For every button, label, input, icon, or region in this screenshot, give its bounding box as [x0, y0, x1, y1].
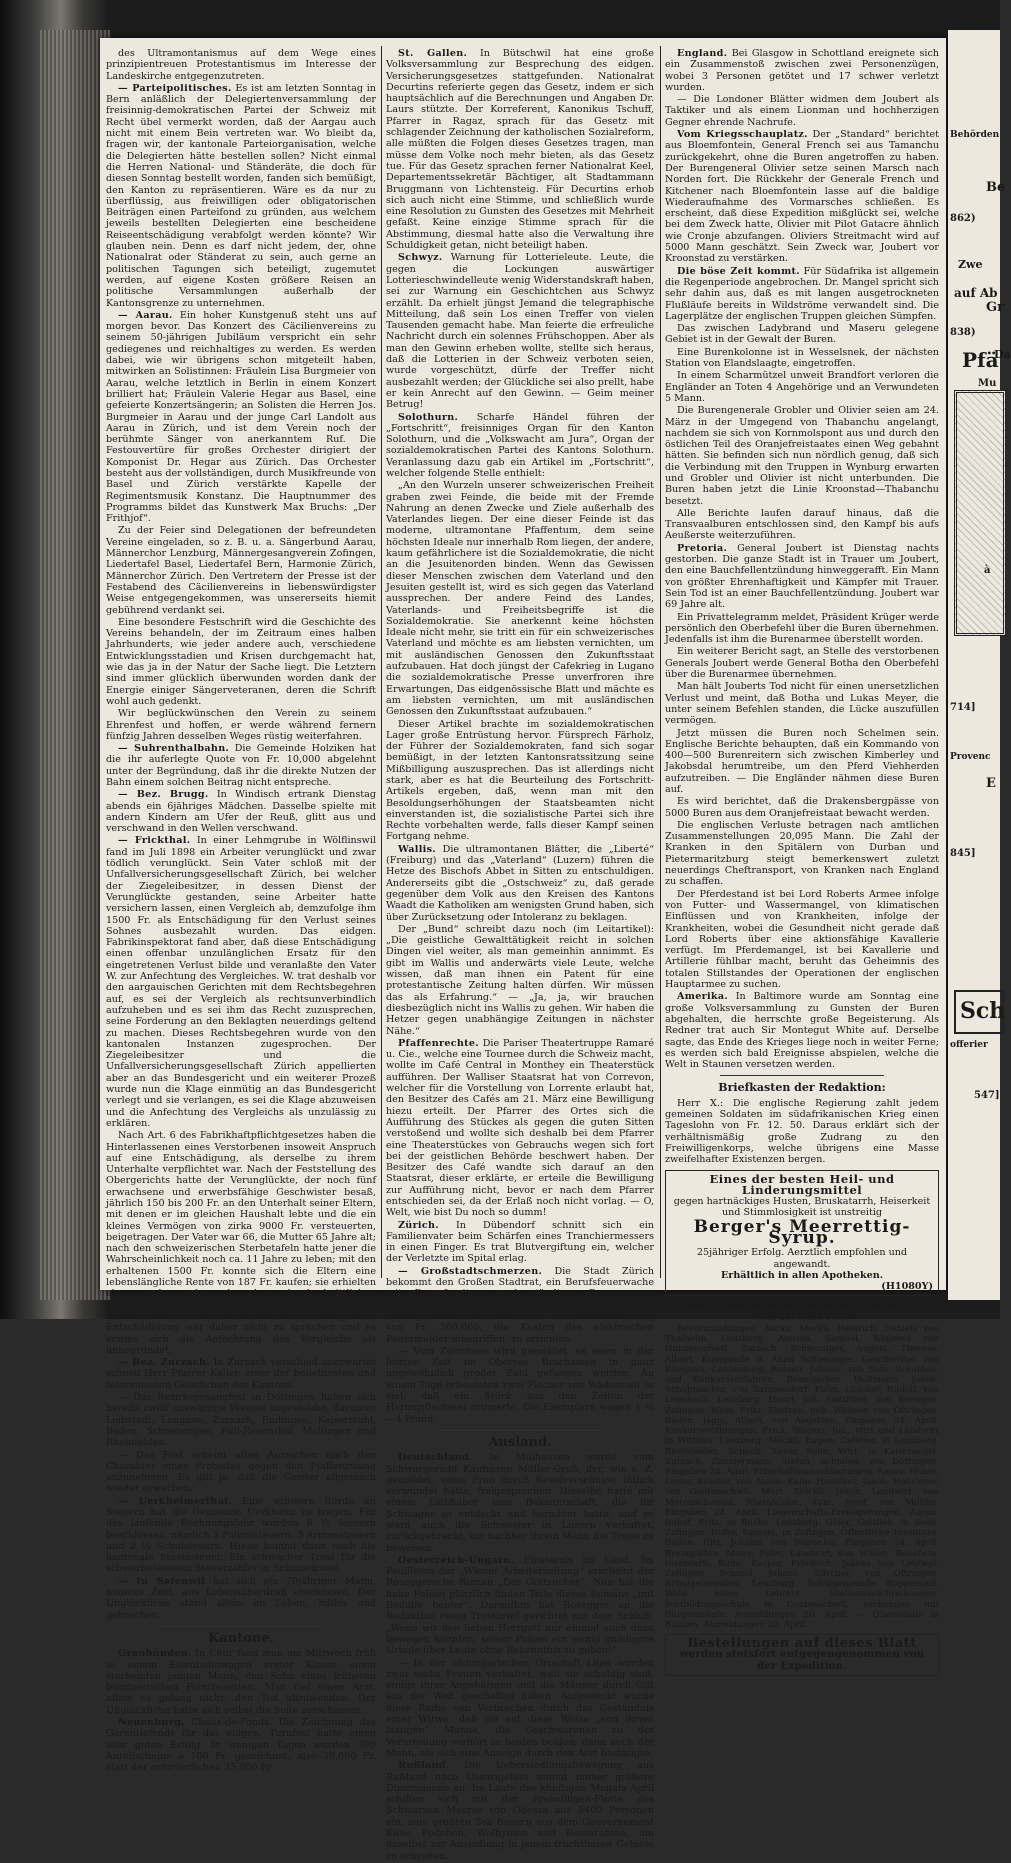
- newspaper-page: [100, 38, 946, 1862]
- ornament-border: [954, 390, 1006, 636]
- article-heading: — In Safenwil: [118, 1575, 205, 1587]
- article-text: In Mülhausen wurde vom Schwurgericht Kaufmann Müller-Groß, der, wie s. Z. gemeldet, seine Frau durch Revolverschüsse tötlich verwundet hatte, freigesprochen. Dieselbe hatte mit einem Liebhaber eine Bekanntschaft, die ihr Schwager so entdeckt und berichtet hatte, und so ward auch die Schwester in Luzern verhaftet, zurückgebracht, um nachher ihrem Mann die Treue zu beweisen.: [386, 1452, 654, 1554]
- article-heading: Neuenburg.: [118, 1717, 185, 1729]
- clip-fragment: Behörden: [950, 130, 1000, 140]
- article-heading: Pretoria.: [677, 542, 728, 554]
- article-text: Die Stadt Zürich bekommt den Großen Stadtrat, ein Berufsfeuerwache mit Dampfspritzen und ständiger Besprannung einzuführen und ein Verdämmigkeitsbeamt im ständigen Feuerwehrdienst zu einem Kostenbetrag von Fr. 560,000, die Kosten des elektrischen Feuermelder inbegriffen, zu errichten.: [386, 1265, 654, 1345]
- column-left: [106, 48, 376, 1775]
- article-paragraph: [665, 543, 939, 611]
- article-heading: Schwyz.: [398, 252, 443, 264]
- article-heading: — Großstadtschmerzen.: [398, 1265, 543, 1277]
- article-paragraph: [106, 1648, 376, 1716]
- article-paragraph: [106, 1496, 376, 1575]
- article-paragraph: Nach Art. 6 des Fabrikhaftpflichtgesetzes haben die Hinterlassenen eines Verstorbenen insoweit Anspruch auf eine Entschädigung, als derselbe zu ihrem Unterhalte verpflichtet war. Nach der Feststellung des Obergerichts hatte der Verunglückte, der noch fünf erwachsene und erwerbsfähige Geschwister besaß, jährlich 150 bis 200 Fr. an den Unterhalt seiner Eltern, mit denen er im gleichen Haushalt lebte und die ein kleines Vermögen von zirka 9000 Fr. versteuerten, beigetragen. Der Vater war 66, die Mutter 65 Jahre alt; nach den schweizerischen Sterbetafeln hatte jener die Wahrscheinlichkeit noch ca. 11 Jahre zu leben; mit den erhaltenen 1500 Fr. konnte sich die Eltern eine lebenslängliche Rente von 187 Fr. kaufen; sie erhielten also noch mehr als den durchschnittlichen Unterstützungsbeitrag, den der Verstorbene hätte gewähren können. Von einer offenbar unzulänglichen Entschädigung war daher nicht zu sprechen und es erwies sich die Anfechtung des Vergleichs als unbegründet.: [106, 1130, 376, 1356]
- clip-fragment: Pfä: [962, 348, 999, 372]
- article-paragraph: Dieser Artikel brachte im sozialdemokratischen Lager große Entrüstung hervor. Fürsprech Färholz, der Führer der Sozialdemokraten, fand sich sogar bemüßigt, in der letzten Kantonsratssitzung seine Mißbilligung auszusprechen. Das ist allerdings nicht stark, aber es hat die Beurteilung des Fortschritt-Artikels ergeben, daß, wenn man mit den Besoldungserhöhungen der Staatsbeamten nicht einverstanden ist, die sozialistische Partei sich ihre Rechte vorbehalten werde, falls dieser Kampf seinen Fortgang nehme.: [386, 718, 654, 843]
- article-text: In Chur fand man am Mittwoch früh in einem Eisenbahnwagen erster Klasse einen sterbenden jungen Mann, den Sohn eines früheren bündnerischen Forstbeamten. Man rief einen Arzt, allein es gelang nicht, den Tod abzuwenden. Der Unglückliche hatte sich selbst die Seite zerschossen.: [106, 1648, 376, 1716]
- article-paragraph: — In der südungarischen Ortschaft Ligei wurden zwei sechs Frauen verhaftet, weil sie schuldig sind, einige ihrer Angehörigen und die Männer durch Gift aus der Welt geschaffen haben. Aufgedeckt wurde diese Reihe von Verbrechen durch das Geständnis einer Witwe, daß sie auf diese Weise „von ihrem lästigen“ Manne, die Geschworenen zu der Verurteilung verhört in beiden beiden; dann auch der Mann, als sich eine Anzeige durch den Arzt bestätigte.: [386, 1657, 654, 1759]
- article-paragraph: [106, 789, 376, 834]
- article-paragraph: [665, 266, 939, 322]
- article-text: General Joubert ist Dienstag nachts gestorben. Die ganze Stadt ist in Trauer um Joubert, den eine Bauchfellentzündung hinweggerafft. Ein Mann von größter Ehrenhaftigkeit und Kämpfer mit Trauer. Sein Tod ist an einer Bauchfellentzündung. Joubert war 69 Jahre alt.: [665, 542, 939, 611]
- article-paragraph: — Vom Zürichsee wird gemeldet, es seien in der letzten Zeit im Obersee Brachsmen in ganz ungewöhnlich großer Zahl gefangen worden. An einem Tage erbeuteten zwei Fischer von Wädenswil so viel, daß ein Stück aus den Zeiten der Heringsfischerei erinnerte. Die Exemplare wogen 1 ½—4 Pfund.: [386, 1345, 654, 1425]
- clip-fragment: à: [984, 565, 991, 576]
- section-divider: [160, 1626, 322, 1627]
- clip-fragment: Gr: [986, 300, 1004, 315]
- article-paragraph: [106, 310, 376, 525]
- article-paragraph: [386, 1038, 654, 1219]
- ad-text: Erhältlich in allen Apotheken.: [720, 1269, 884, 1281]
- article-heading: — Bez. Brugg.: [118, 789, 209, 801]
- amtsblatt-title: Auszug aus dem Aargauischen Amtsblatt.: [679, 1299, 925, 1312]
- article-heading: Oesterreich-Ungarn.: [398, 1554, 515, 1566]
- article-paragraph: [386, 1266, 654, 1345]
- article-text: In Windisch ertrank Dienstag abends ein 6jähriges Mädchen. Dasselbe spielte mit andern Kindern am Ufer der Reuß, glitt aus und verschwand in den Wellen verschwand.: [106, 789, 376, 835]
- article-heading: Pfaffenrechte.: [398, 1037, 479, 1049]
- clip-fragment: auf Ab: [954, 286, 998, 300]
- article-paragraph: — Das Bezirksgesangfest in Döttingen haben sich bereits zwölf auswärtige Vereine angemeldet, darunter Leibstadt, Lengnau, Zurzach, Endingen, Kaiserstuhl, Baden, Schneisingen, Full-Reuenthal, Mellingen und Rheinfelden.: [106, 1392, 376, 1449]
- section-divider: [720, 1075, 884, 1076]
- clip-fragment: 845]: [950, 848, 976, 859]
- clip-fragment: Da: [994, 348, 1011, 361]
- clip-fragment: E: [986, 776, 996, 791]
- article-paragraph: — Die Londoner Blätter widmen dem Joubert als Taktiker und als einem Lionman und hochherzigen Gegner ehrende Nachrufe.: [665, 94, 939, 128]
- ad-brand: Berger's Meerrettig-Syrup.: [693, 1216, 911, 1248]
- article-paragraph: Der „Bund“ schreibt dazu noch (im Leitartikel): „Die geistliche Gewalttätigkeit reicht in solchen Dingen viel weiter, als man gemeinhin annimmt. Es gibt im Wallis und anderwärts viele Leute, welche wissen, daß man ihnen ein Patent für eine protestantische Zeitung halten dürfen. Wir müssen das als Erfahrung.“ — „Ja, ja, wir brauchen diesbezüglich nicht ins Wallis zu gehen. Wir haben die Hetzer gegen unabhängige Zeitungen in nächster Nähe.“: [386, 923, 654, 1037]
- article-paragraph: [386, 252, 654, 410]
- article-heading: — Aarau.: [118, 309, 173, 321]
- article-heading: — Parteipolitisches.: [118, 82, 232, 94]
- article-heading: St. Gallen.: [398, 48, 468, 59]
- article-text: In Bütschwil hat eine große Volksversammlung zur Besprechung des eidgen. Versicherungsgesetzes stattgefunden. Nationalrat Decurtins referierte gegen das Gesetz, indem er sich hauptsächlich auf die Berechnungen und Angaben Dr. Laurs stützte. Der Korreferent, Kanonikus Tschuff, Pfarrer in Ragaz, sprach für das Gesetz mit schlagender Zeichnung der katholischen Sozialreform, alle müßten die Folgen dieses Gesetzes tragen, man müsse dem Volke noch mehr bieten, als das Gesetz tue. Für das Gesetz sprachen ferner Nationalrat Keel, Departementssekretär Bächtiger, alt Stadtammann Bruggmann von Lichtensteig. Für Decurtins erhob sich auch nicht eine Stimme, und schließlich wurde eine Resolution zu Gunsten des Gesetzes mit Mehrheit gefaßt. Keine einzige Stimme sprach für die Abstimmung, diesmal hatte also die Verwaltung ihre Schuldigkeit getan, nicht beteiligt haben.: [386, 48, 654, 252]
- article-paragraph: Herr X.: Die englische Regierung zahlt jedem gemeinen Soldaten im südafrikanischen Krieg einen Tageslohn von Fr. 12. 50. Daraus erklärt sich der verhältnismäßig große Zudrang zu den Freiwilligenkorps, welche übrigens eine Masse zweifelhafter Existenzen bergen.: [665, 1097, 939, 1166]
- clip-fragment: 862): [950, 213, 976, 224]
- article-paragraph: [106, 1576, 376, 1621]
- article-paragraph: des Ultramontanismus auf dem Wege eines prinzipientreuen Protestantismus im Interesse der Landeskirche entgegenzutreten.: [106, 48, 376, 82]
- ad-text: 25jähriger Erfolg. Aerztlich empfohlen und angewandt.: [696, 1247, 908, 1270]
- article-paragraph: Eine Burenkolonne ist in Wesselsnek, der nächsten Station von Elandslaagte, eingetroffen.: [665, 346, 939, 370]
- article-paragraph: [106, 835, 376, 1129]
- article-paragraph: [386, 1760, 654, 1862]
- amtsblatt-date: Vom 24. März 1900: [754, 1311, 850, 1323]
- article-paragraph: Ein weiterer Bericht sagt, an Stelle des verstorbenen Generals Joubert werde General Botha den Oberbefehl über die Burenarmee übernehmen.: [665, 646, 939, 681]
- article-heading: Die böse Zeit kommt.: [677, 265, 800, 277]
- article-text: Warnung für Lotterieleute. Leute, die gegen die Lockungen auswärtiger Lotterieschwindelleute wenig Widerstandskraft haben, sei zur Warnung ein Geschichtchen aus Schwyz erzählt. Da erhielt jüngst Jemand die telegraphische Mitteilung, daß sein Los einen Treffer von vielen Tausenden gemacht habe. Man feierte die erfreuliche Nachricht durch ein solennes Frühschoppen. Aber als man den Gewinn erheben wollte, stellte sich heraus, daß die Lotterien in der Schweiz verboten seien, wurde vorgeschützt, dürfe der Treffer nicht ausbezahlt werden; der Glückliche sei also prellt, habe er kein Anrecht auf den Gewinn. — Geim meiner Betrug!: [386, 252, 654, 411]
- column-rule: [381, 46, 382, 1278]
- article-text: Bei Glasgow in Schottland ereignete sich ein Zusammenstoß zwischen zwei Personenzügen, wobei 3 Personen getötet und 17 schwer verletzt wurden.: [665, 48, 939, 93]
- article-paragraph: [386, 1452, 654, 1554]
- column-right: [665, 48, 939, 1680]
- article-paragraph: [665, 129, 939, 265]
- clip-fragment: Mu: [978, 378, 997, 389]
- article-paragraph: [386, 48, 654, 251]
- article-paragraph: [386, 1220, 654, 1265]
- article-text: Es ist am letzten Sonntag in Bern anläßlich der Delegiertenversammlung der freisinnig-demokratischen Partei der Schweiz mit Recht übel vermerkt worden, daß der Aargau auch nicht mit einem Bein vertreten war. Wo bleibt da, fragen wir, der kantonale Parteiorganisation, welche die Delegierten hätte bestellen sollen? Nicht einmal die Herren National- und Ständeräte, die doch für diesen Sonntag bestellt worden, fanden sich bemüßigt, den Kanton zu repräsentieren. Wäre es da nur zu überflüssig, aus freiwilligen oder obligatorischen Beiträgen einen Parteifond zu gründen, aus welchem jeweils bestellten Delegierten eine bescheidene Reiseentschädigung verabfolgt werden könnte? Wir glauben nein. Denn es darf nicht jedem, der, ohne Nationalrat oder Ständerat zu sein, auch gerne an politischen Tagungen sich beteiligt, zugemutet werden, auf eigene Kosten größere Reisen an politische Versammlungen außerhalb der Kantonsgrenze zu unternehmen.: [106, 82, 376, 309]
- section-title-ausland: Ausland.: [488, 1434, 552, 1450]
- article-text: Der „Standard“ berichtet aus Bloemfontein, General French sei aus Tamanchu zurückgekehrt, ohne die Buren angetroffen zu haben. Der Burengeneral Olivier setze seinen Marsch nach Norden fort. Die Rückkehr der Generale French und Kitchener nach Bloemfontein lasse auf die baldige Wiederaufnahme des Vormarsches schließen. Es erscheint, daß diese Expedition mißglückt sei, welche bei dem Zweck hatte, Olivier mit Pilot Gatacre ähnlich wie Cronje abzufangen. Oliviers Streitmacht wird auf 5000 Mann geschätzt. Sein Zweck war, Joubert vor Kroonstad zu verstärken.: [665, 129, 939, 265]
- article-paragraph: — Das Fest scheint allen Anzeichen nach den Charakter eines Protestes gegen den Pfaffenzwang anzunehmen. Es gilt ja, daß die Geister allgemach wieder erwachen.: [106, 1449, 376, 1495]
- footer-line: werden stetsfort entgegengenommen von der Expedition.: [679, 1648, 925, 1672]
- article-text: Chaux-de-Fonds. Die Zeichnung des Garantiefonds für das eidgen. Turnfest hatte einen sehr guten Erfolg. In wenigen Tagen wurden 390 Anteilscheine à 100 Fr. gezeichnet, also 39,000 Fr. statt der erforderlichen 35,000 Fr.: [106, 1717, 376, 1774]
- article-text: hat sich ein 70jähriger Mann, namens Zeni, aus Lebensüberdruß erschossen. Der Unglückliche stand allein im Leben, hilflos und gebrochen.: [106, 1575, 376, 1621]
- article-paragraph: „An den Wurzeln unserer schweizerischen Freiheit graben zwei Feinde, die beide mit der Fremde Nahrung an denen Zwecke und Ziele außerhalb des Vaterlandes liegen. Der eine dieser Feinde ist das moderne, ultramontane Pfaffentum, dem seine höchsten Ideale nur innerhalb Rom liegen, der andere, kaum gefährlichere ist die Sozialdemokratie, die nicht an die Jesuitenorden binden. Wenn das Gewissen dieser Menschen zwischen dem Vaterland und den Jesuiten gestellt ist, wird es sich gegen das Vaterland aussprechen. Der andere Feind des Landes, Vaterlands- und Freiheitsbegriffe ist die Sozialdemokratie. Sie anerkennt keine höchsten Ideale nicht mehr, sie tritt ein für ein schweizerisches Vaterland und möchte es am liebsten vernichten, um mit ausländischen Genossen den Zukunftsstaat aufzubauen. Hat doch jüngst der Cafekrieg in Lugano die sozialdemokratische Presse unverfroren ihre Erwartungen, Das eidgenössische Blatt und mächte es am liebsten vernichten, um mit ausländischen Genossen den Zukunftsstaat aufzubauen.“: [386, 480, 654, 718]
- article-heading: England.: [677, 48, 728, 59]
- article-text: In einer Lehmgrube in Wölflinswil fand im Juli 1898 ein Arbeiter verunglückt und zwar tödlich verunglückt. Sein Vater schloß mit der Unfallversicherungsgesellschaft Zürich, bei welcher der Ziegeleibesitzer, in dessen Dienst der Verunglückte gestanden, seine Arbeiter hatte versichern lassen, einen Vergleich ab, demzufolge ihm 1500 Fr. als Entschädigung für den Verlust seines Sohnes ausbezahlt wurden. Das eidgen. Fabrikinspektorat fand aber, daß diese Entschädigung einen offenbar unzulänglichen Ersatz für den eingetretenen Verlust bilde und veranlaßte den Vater W. zur Anfechtung des Vergleiches. W. trat deshalb vor den aargauischen Gerichten mit dem Rechtsbegehren auf, es sei der Vergleich als rechtsunverbindlich aufzuheben und es sei ihm das Recht zuzusprechen, seine Forderung an den Beklagten neuerdings geltend zu machen. Dieses Rechtsbegehren wurde von den kantonalen Instanzen zugesprochen. Der Ziegeleibesitzer und die Unfallversicherungsgesellschaft Zürich appellierten aber an das Bundesgericht und ein weiterer Prozeß wurde nun die Klage einmütig an das Bundesgericht verlegt und sie verlangen, es sei die Klage abzuweisen und die Anfechtung des Vergleichs als unzulässig zu erklären.: [106, 835, 376, 1129]
- article-heading: Zürich.: [398, 1219, 439, 1231]
- article-paragraph: Zu der Feier sind Delegationen der befreundeten Vereine eingeladen, so z. B. u. a. Sängerbund Aarau, Männerchor Lenzburg, Männergesangverein Zofingen, Liedertafel Basel, Liedertafel Bern, Harmonie Zürich, Männerchor Zürich. Den Vertretern der Presse ist der Festabend des Cäcilienvereins in liebenswürdigster Weise entgegengekommen, was unsererseits hiemit gebührend verdankt sei.: [106, 525, 376, 616]
- footer-title: Bestellungen auf dieses Blatt: [687, 1636, 917, 1652]
- article-heading: — Frickthal.: [118, 835, 191, 847]
- clip-fragment: 714]: [950, 702, 976, 713]
- clip-fragment: Provenc: [950, 752, 991, 762]
- article-paragraph: Jetzt müssen die Buren noch Schelmen sein. Englische Berichte behaupten, daß ein Kommando von 400—500 Burenreitern sich zwischen Kimberley und Jakobsdal herumtreibe, um den Pferd Viehherden aufzutreiben. — Die Engländer nähmen diese Buren auf.: [665, 727, 939, 795]
- clip-fragment: 838): [950, 327, 976, 338]
- article-paragraph: Die englischen Verluste betragen nach amtlichen Zusammenstellungen 20,095 Mann. Die Zahl der Kranken in den Spitälern von Durban und Pietermaritzburg steigt bemerkenswert zuletzt neuerdings Cheftransport, von Kranken nach England zu schaffen.: [665, 819, 939, 888]
- article-paragraph: [106, 743, 376, 788]
- clip-fragment: 547]: [974, 1090, 1000, 1101]
- article-heading: — Bez. Zurzach.: [118, 1357, 210, 1369]
- article-heading: Graubünden.: [118, 1648, 192, 1660]
- article-heading: — Uerkheimerthal.: [118, 1495, 232, 1507]
- article-text: Für Südafrika ist allgemein die Regenperiode angebrochen. Dr. Mangel spricht sich sehr dahin aus, daß es mit langen ausgetrockneten Flußläufe bereits in Wildströme verwandelt sind. Die Lagerplätze der englischen Truppen gleichen Sümpfen.: [665, 265, 939, 322]
- ad-code: (H1080Y): [881, 1281, 933, 1293]
- column-middle: [386, 48, 654, 1863]
- article-paragraph: [665, 48, 939, 93]
- article-heading: Rußland.: [398, 1760, 450, 1772]
- article-paragraph: In einem Scharmützel unweit Brandfort verloren die Engländer an Toten 4 Angehörige und an Verwundeten 5 Mann.: [665, 370, 939, 404]
- article-text: Ein hoher Kunstgenuß steht uns auf morgen bevor. Das Konzert des Cäcilienvereins zu seinem 50-jährigen Jubiläum verspricht ein sehr gediegenes und reichhaltiges zu werden. Es werden dabei, wie wir übrigens schon mitgeteilt haben, mitwirken an Solistinnen: Fräulein Lisa Burgmeier von Aarau, welche letztlich in Berlin in einem Konzert brilliert hat; Fräulein Valerie Hegar aus Basel, eine gefeierte Konzertsängerin; an Solisten die Herren Jos. Burgmeier in Aarau und der junge Carl Landolt aus Aarau in Zürich, und ist dem Verein noch der berühmte Sänger von anerkanntem Ruf. Die Festouvertüre für großes Orchester dirigiert der Komponist Dr. Hegar aus Zürich. Das Orchester besteht aus der vollständigen, durch Musikfreunde von Basel und Zürich verstärkte Kapelle der Regimentsmusik Konstanz. Die Hauptnummer des Programms bildet das Kunstwerk Max Bruchs: „Der Frithjof“.: [106, 309, 376, 525]
- article-text: In Zurzach verschied unerwartet schnell Herr Pfarrer Keller, einer der beliebtesten und tolerantesten Geistlichen des Kantons.: [106, 1357, 376, 1391]
- clip-fragment: Zwe: [958, 258, 983, 271]
- article-paragraph: Eine besondere Festschrift wird die Geschichte des Vereins behandeln, der im Zeitraum eines halben Jahrhunderts, wie jeder andere auch, verschiedene Entwicklungsstadien und Krisen durchgemacht hat, wie das ja in der Natur der Sache liegt. Die Letztern sind immer glücklich überwunden worden dank der Energie einiger Sängerveteranen, deren die Schrift wohl auch gedenkt.: [106, 616, 376, 707]
- section-heading-war: Vom Kriegsschauplatz.: [677, 129, 808, 141]
- section-divider: [440, 1430, 601, 1431]
- article-paragraph: Alle Berichte laufen darauf hinaus, daß die Transvaalburen entschlossen sind, den Kampf bis aufs Aeußerste weiterzuführen.: [665, 507, 939, 542]
- adjacent-page-clip: [948, 30, 1011, 1300]
- subscription-notice: [665, 1634, 939, 1676]
- article-paragraph: Ein Privattelegramm meldet, Präsident Krüger werde persönlich den Oberbefehl über die Buren übernehmen. Jedenfalls ist ihm die Burenarmee überstellt worden.: [665, 611, 939, 646]
- article-paragraph: Es wird berichtet, daß die Drakensbergpässe von 5000 Buren aus dem Oranjefreistaat bewacht werden.: [665, 796, 939, 819]
- ad-text: gegen hartnäckiges Husten, Bruskatarrh, Heiserkeit und Stimmlosigkeit ist unstreitig: [673, 1196, 931, 1219]
- advertisement-syrup: [665, 1170, 939, 1297]
- amtsblatt-text: Bevormundungen. Aarau. Merkli, Heinrich, Daniels von Thalheim. Lenzburg. Amrein, Samuel, Wagners von Hunzenschwil. Zurzach. Schleuniger, August, Therese, Albert, Kunigunde u. Anna Schleuniger, Geschwister von Klingnau. Laufenburg. Rohner, Johann, von Sulz. Schulden- und Konkursverfahren. Bremgarten. Hoffmann, Jakob, Schuhmacher, von Sarmenstorf. Kulm. Lüscher, Rudolf, von Leimbach. Lenzburg. Hauri, Joh. Gottfried, von Seengen. Zofingen. Wyss, Fritz, Ehefrau, geb. Widmer, von Oftringen. Baden. Jäggi, Albert, von Aegerten. Eingaben 24. April. Konkurseröffnungen. Frick. Wagner, Jos., Wirt und Landwirt in Wittnau. Lenzburg. Stöckli, Eugen, Cafetier, in Lenzburg. Rheinfelden. Schaub, Xaver, Sohn, Wirt, in Kaiseraugst. Zurzach. Zimmermann, Stefan, Schmied, von Döttingen. Eingaben 24. April. Erbschaftsausschlagungen. Aarau. Huber, Leonz, Krämer, von Aarau. Kulm. Hunziker, Jakob, Hausierer, von Gontenschwil. Muri. Stöckli, Jakob, Landwirt, von Merenschwand. Rheinfelden. Kym, Josef, von Möhlin. Eingaben 24. April. Liegenschafts-Ersteigerungen. Aarau. Imhof, Fritz, in Buchs. Lenzburg. Gloor, Gottlieb, in Seon. Zofingen. Hofer, Samuel, in Zofingen. Öffentliche Inventare. Baden. Hitz, Johann, von Würenlos. Eingaben 24. April. Bremgarten. Meier, Peter, Landwirt, von Widen. Beneficia. Inventarii. Kulm. Kaspar, Friedrich, Jakobs von Leutwyl, Zofingen. Schmid, Johann, Zürcher, von Oftringen. Schulgemeinden. Lenzburg. Schulgemeinde Rupperswil, Wahl eines Lehrers. Stellenausschreibungen. Fortbildungsschule in Gontenschwil, verbunden mit Bürgerschule. Anmeldungen 20. April. — Oberschule in Bünzen. Anmeldungen 20. April.: [665, 1324, 939, 1630]
- section-title-kantone: Kantone.: [207, 1630, 275, 1646]
- article-paragraph: [386, 844, 654, 923]
- article-paragraph: [106, 83, 376, 309]
- article-heading: Amerika.: [677, 991, 729, 1003]
- article-heading: Solothurn.: [398, 411, 459, 423]
- article-text: In Baltimore wurde am Sonntag eine große Volksversammlung zu Gunsten der Buren abgehalten, die herrschte große Begeisterung. Als Redner trat auch Sir Montegut White auf. Derselbe sagte, das Ende des Krieges liege noch in weiter Ferne; es werden sich bald Ereignisse abspielen, welche die Welt in Staunen versetzen werden.: [665, 991, 939, 1071]
- article-paragraph: Die Burengenerale Grobler und Olivier seien am 24. März in der Umgegend von Thabanchu angelangt, nachdem sie sich von Kornmolspont aus und durch den östlichen Teil des Oranjefreistaates einen Weg gebahnt hätten. Sie befinden sich nun nördlich genug, daß sich die Verbindung mit den Truppen in Wynburg erwarten und Grobler und Olivier ist nicht unterbunden. Die Buren haben jetzt die Linie Kroonstad—Thabanchu besetzt.: [665, 405, 939, 507]
- article-paragraph: Der Pferdestand ist bei Lord Roberts Armee infolge von Futter- und Wassermangel, von klimatischen Einflüssen und von Krankheiten, infolge der Krankheiten, wobei die Gesundheit nicht gerade daß Lord Roberts über eine aktionsfähige Kavallerie verfügt. Im Pferdemangel, ist bei Kavallerie und Artillerie fühlbar macht, beruht das Geheimnis des totalen Stillstandes der Operationen der englischen Hauptarmee zu suchen.: [665, 888, 939, 991]
- article-text: Die Uebersiedlungsbewegung aus Rußland nach Ussurigebiet nimmt immer größere Dimensionen an. Im Laufe des künftigen Monats April schiffen sich mit der Freiwilligen-Flotte des Schwarzen Meeres von Odessa aus 5400 Personen ein, zum größten Teil Bauern aus dem Gouvernement Kiew, Podolien, Wolhynien und Bessarabien, um daselbst zur Ansiedlung in jenem fruchtbaren Gebiete zu schreiten.: [386, 1760, 654, 1862]
- article-heading: Deutschland.: [398, 1452, 473, 1464]
- article-paragraph: [665, 991, 939, 1070]
- article-paragraph: [386, 1555, 654, 1657]
- clip-fragment: offerier: [950, 1040, 988, 1050]
- article-paragraph: Wir beglückwünschen den Verein zu seinem Ehrenfest und hoffen, er werde während fernern fünfzig Jahren desselben Weges rüstig weiterfahren.: [106, 708, 376, 742]
- article-text: Scharfe Händel führen der „Fortschritt“, freisinniges Organ für den Kanton Solothurn, und die „Volkswacht am Jura“, Organ der sozialdemokratischen Partei des Kantons Solothurn. Veranlassung dazu gab ein Artikel im „Fortschritt“, welcher folgende Stelle enthielt:: [386, 411, 654, 479]
- article-heading: Wallis.: [398, 843, 436, 855]
- article-paragraph: Das zwischen Ladybrand und Maseru gelegene Gebiet ist in der Gewalt der Buren.: [665, 323, 939, 346]
- clip-fragment: Sch: [960, 998, 1006, 1024]
- clip-fragment: Be: [986, 180, 1006, 195]
- article-text: Die Pariser Theatertruppe Ramaré u. Cie., welche eine Tournee durch die Schweiz macht, wollte im Café Central in Monthey ein Theaterstück aufführen. Der Walliser Staatsrat hat von Correvon, welcher für die Vorstellung von Lorrente erlaubt hat, den Besitzer des Cafés am 21. März eine Bewilligung hiezu erteilt. Der Pfarrer des Ortes sich die Aufführung des Stückes als gegen die guten Sitten verstoßend und wollte sich deshalb bei dem Pfarrer eine Theaterstückes von Gebrauchs wegen sich fort bei der geistlichen Behörde beschwert haben. Der Besitzer des Café wandte sich darauf an den Staatsrat, dieser erklärte, er erteile die Bewilligung zur Aufführung nicht, bevor er nach dem Pfarrer entschieden sei, da der Erlaß noch nicht vorlag. — O, Welt, wie bist Du noch so dumm!: [386, 1037, 654, 1219]
- article-text: In Dübendorf schnitt sich ein Familienvater beim Schärfen eines Tranchiermessers in einen Finger. Es trat Blutvergiftung ein, welcher der Verletzte im Spital erlag.: [386, 1219, 654, 1265]
- article-paragraph: [106, 1357, 376, 1391]
- column-rule: [660, 46, 661, 1278]
- article-text: Eine schwere Bürde an Steuern hat die Gemeinde Uerkheim zu tragen. Für das laufende Rechnungsjahr wurden 8 ½ Steuern beschlossen, nämlich 3 Polizeisteuern, 3 Armensteuern und 2 ½ Schulsteuern. Hiezu kommt dann noch die kantonale Staatssteuer. Ein schwacher Trost für die schwerbelasteten Steuerzahler in Schmiedrued.: [106, 1495, 376, 1575]
- section-title-briefkasten: Briefkasten der Redaktion:: [718, 1081, 886, 1095]
- article-text: Die ultramontanen Blätter, die „Liberté“ (Freiburg) und das „Vaterland“ (Luzern) führen die Hetze des Bischofs Abbet in Sitten zu entschuldigen. Andererseits gibt die „Ostschweiz“ zu, daß gerade gegenüber dem Volk aus den Kreisen des Kantons Waadt die Katholiken am wenigsten Grund haben, sich über Zurücksetzung oder Intoleranz zu beklagen.: [386, 843, 654, 923]
- article-paragraph: [386, 412, 654, 480]
- article-paragraph: Man hält Jouberts Tod nicht für einen unersetzlichen Verlust und meint, daß Botha und Lukas Meyer, die unter seinem Befehlen standen, die Lücke auszufüllen vermögen.: [665, 681, 939, 727]
- article-heading: — Suhrenthalbahn.: [118, 743, 230, 755]
- article-text: Die Gemeinde Holziken hat die ihr auferlegte Quote von Fr. 10,000 abgelehnt unter der Begründung, daß ihr die direkte Nutzen der Bahn einem solchen Beitrag nicht entspreche.: [106, 743, 376, 788]
- ad-title: Eines der besten Heil- und Linderungsmittel: [709, 1171, 895, 1197]
- article-paragraph: [106, 1717, 376, 1773]
- article-text: Finsternis im Land. Im Feuilleton der „Wiener Arbeiterzeitung“ erscheint der Roseggersche Roman „Der Gottsucher“. Nun hat die hohe Polizei plötzlich finden Teile dieses Romans „mit Beihilfe beider“. Daraufhin hat Rosegger an die Redaktion einen Trostbrief gerichtet mit dem Schluß: „Wenn wir den lieben Herrgott nur einmal auch dazu bewegen könnten, seiner Polizei ein wenig gnädigere Urteile über Leute ohne Bekenntnis zu geben!“: [386, 1554, 654, 1657]
